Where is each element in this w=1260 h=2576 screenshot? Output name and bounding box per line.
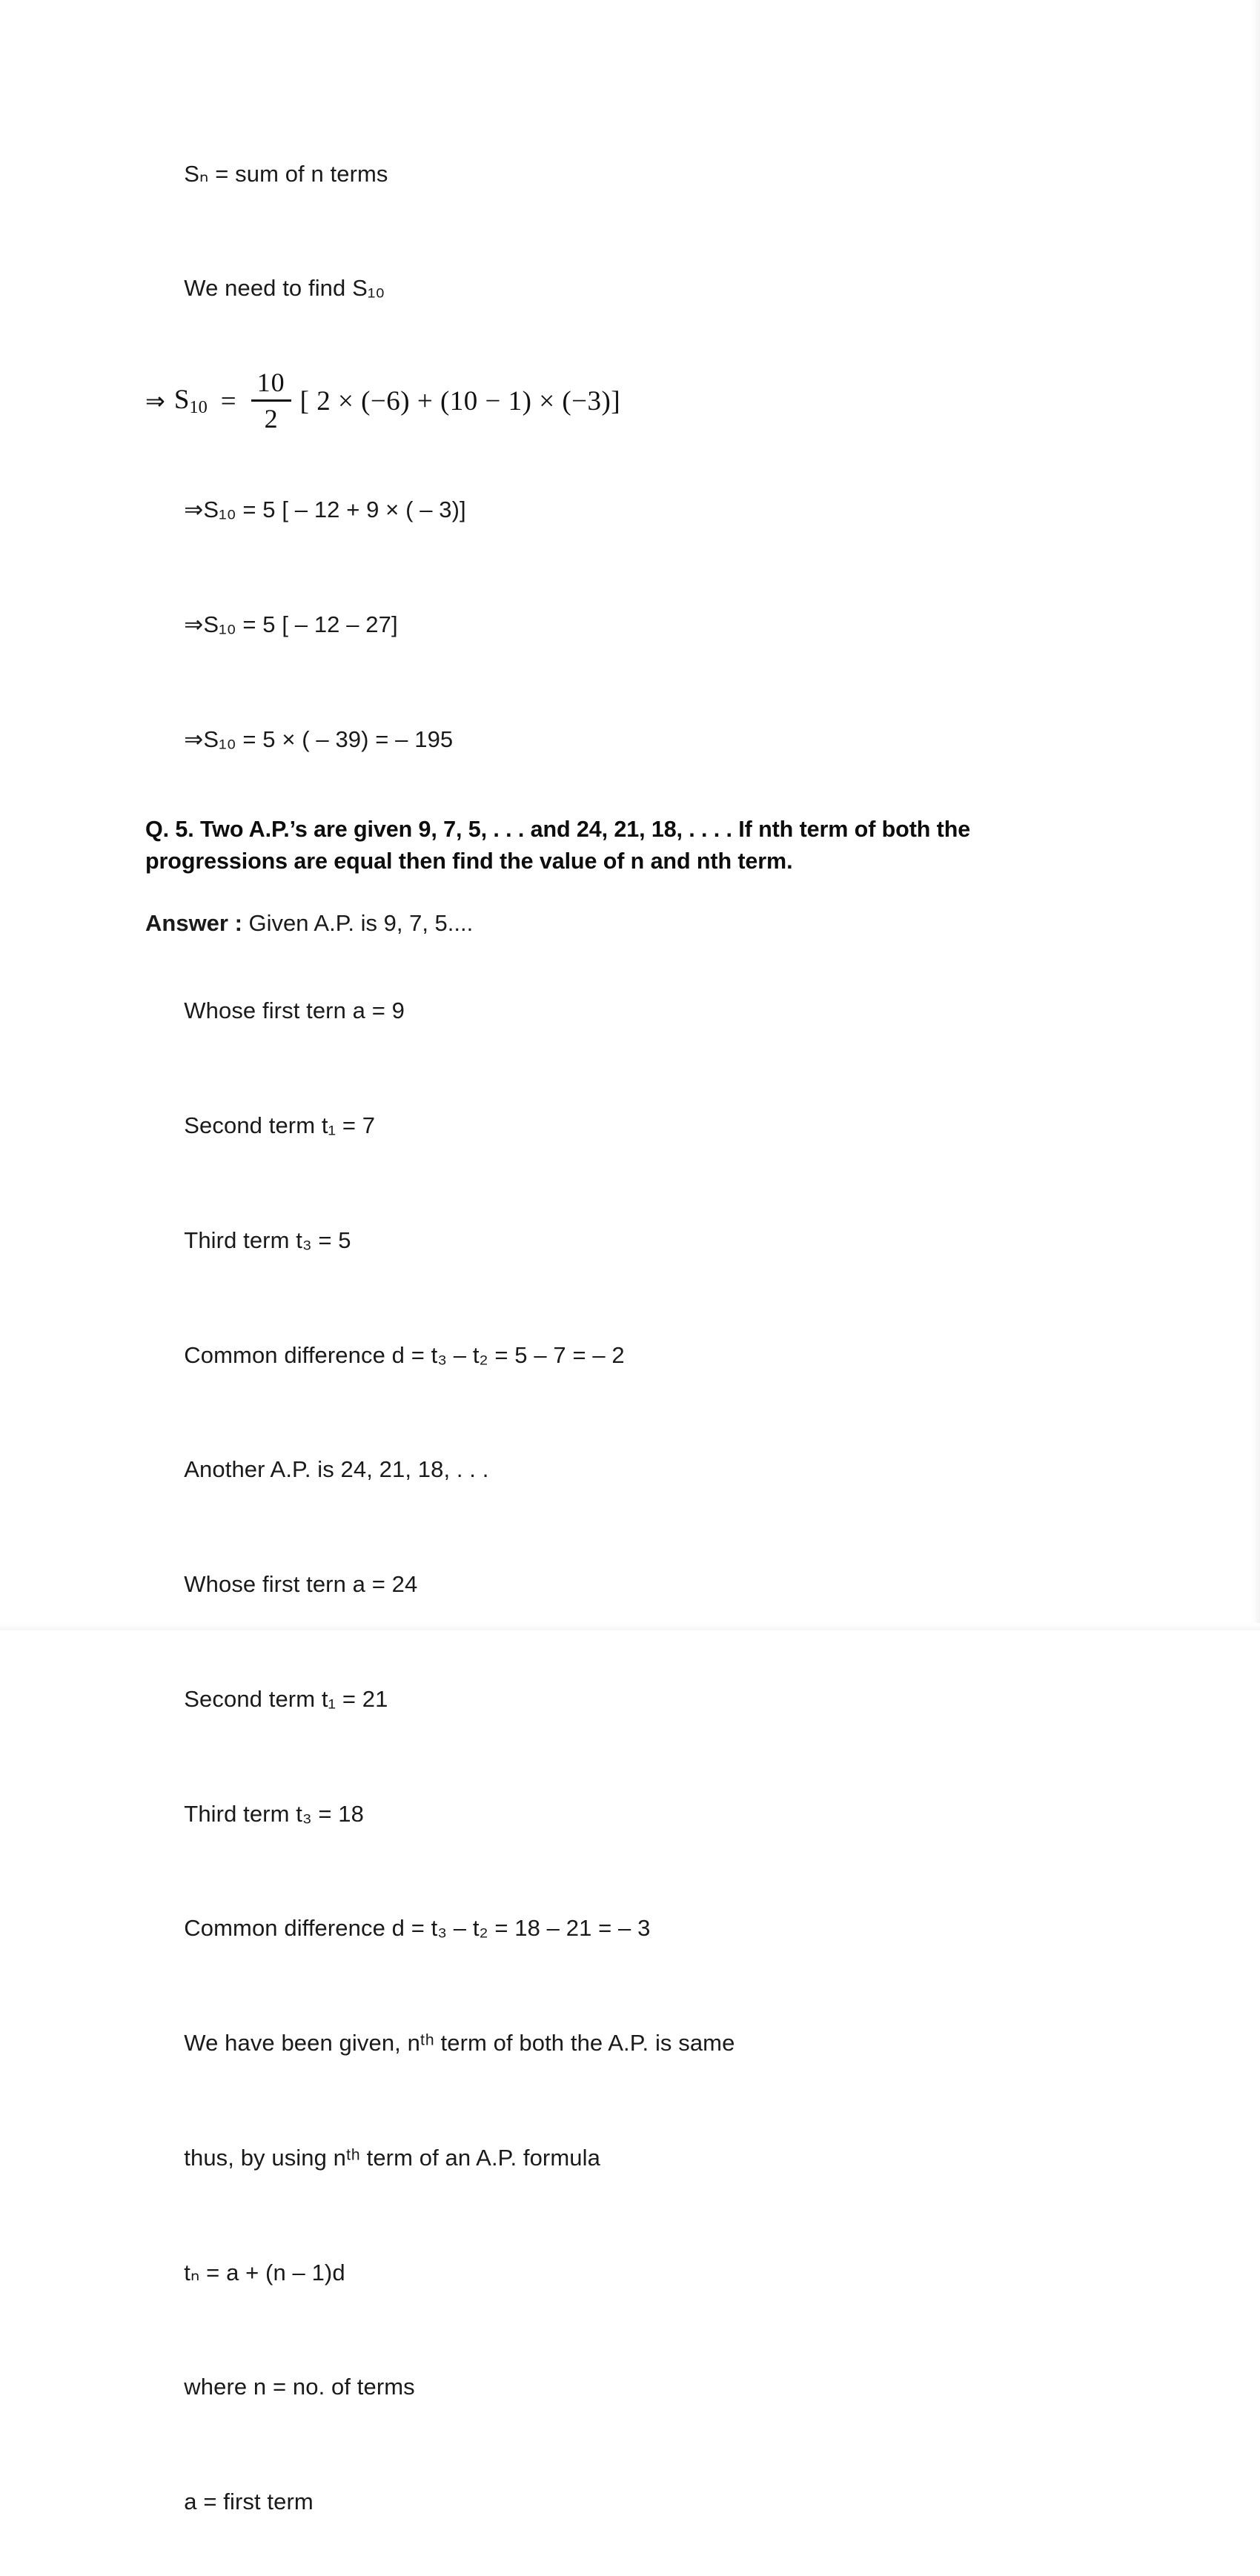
- where-n-text: where n = no. of terms: [184, 2374, 415, 2400]
- ap2-intro-line: [145, 1430, 1101, 1511]
- step-line-3: [145, 699, 1101, 780]
- where-a-text: a = first term: [184, 2488, 314, 2514]
- ap2-third-term-line: [145, 1773, 1101, 1855]
- display-equation-s10: [145, 362, 1101, 439]
- page-content: [145, 133, 1101, 2576]
- step-line-3-text: ⇒S₁₀ = 5 × ( – 39) = – 195: [184, 726, 454, 752]
- given-nth-term-text: We have been given, nᵗʰ term of both the A.P. is same: [184, 2030, 735, 2057]
- ap1-second-term-line: [145, 1086, 1101, 1167]
- need-to-find-text: We need to find S₁₀: [184, 275, 385, 302]
- ap2-third-term-text: Third term t₃ = 18: [184, 1800, 364, 1827]
- lhs-symbol-letter: S: [173, 385, 190, 416]
- nth-term-formula-text: tₙ = a + (n – 1)d: [184, 2259, 345, 2285]
- equation-lhs-symbol: [174, 384, 208, 418]
- answer-intro-line: [145, 910, 1101, 937]
- ap2-common-difference-text: Common difference d = t₃ – t₂ = 18 – 21 = – 3: [184, 1915, 651, 1942]
- fraction-denominator: 2: [264, 403, 278, 434]
- using-formula-text: thus, by using nᵗʰ term of an A.P. formula: [184, 2144, 600, 2171]
- sn-definition-text: Sₙ = sum of n terms: [184, 160, 388, 187]
- ap1-second-term-text: Second term t₁ = 7: [184, 1112, 376, 1139]
- fraction-numerator: 10: [256, 367, 285, 397]
- equation-equals-sign: =: [220, 385, 236, 416]
- ap2-second-term-line: [145, 1659, 1101, 1740]
- ap1-first-term-text: Whose first tern a = 9: [184, 997, 405, 1024]
- lhs-symbol-subscript: 10: [189, 397, 208, 418]
- step-line-2: [145, 584, 1101, 665]
- where-a-line: [145, 2461, 1101, 2543]
- step-line-1: [145, 469, 1101, 551]
- line-need-to-find: [145, 248, 1101, 330]
- question-5-heading: [145, 814, 1064, 878]
- implies-arrow-icon: ⇒: [145, 388, 165, 415]
- line-sn-definition: [145, 133, 1101, 215]
- ap2-first-term-line: [145, 1544, 1101, 1626]
- ap2-first-term-text: Whose first tern a = 24: [184, 1571, 418, 1598]
- question-5-text: Q. 5. Two A.P.’s are given 9, 7, 5, . . . and 24, 21, 18, . . . . If nth term of both the progressions are equal then find the value of n and nth term.: [145, 816, 971, 874]
- ap2-intro-text: Another A.P. is 24, 21, 18, . . .: [184, 1456, 489, 1483]
- answer-intro-text: Given A.P. is 9, 7, 5....: [248, 910, 474, 937]
- answer-label: Answer :: [145, 910, 242, 937]
- ap2-common-difference-line: [145, 1888, 1101, 1970]
- using-formula-line: [145, 2117, 1101, 2199]
- ap1-common-difference-line: [145, 1315, 1101, 1396]
- given-nth-term-line: [145, 2002, 1101, 2084]
- scan-edge-right: [1250, 0, 1260, 1630]
- nth-term-formula-line: [145, 2232, 1101, 2314]
- ap1-third-term-line: [145, 1200, 1101, 1281]
- ap1-common-difference-text: Common difference d = t₃ – t₂ = 5 – 7 = – 2: [184, 1341, 625, 1368]
- step-line-2-text: ⇒S₁₀ = 5 [ – 12 – 27]: [184, 611, 398, 637]
- ap1-first-term-line: [145, 971, 1101, 1052]
- step-line-1-text: ⇒S₁₀ = 5 [ – 12 + 9 × ( – 3)]: [184, 497, 466, 523]
- equation-bracket-expression: [ 2 × (−6) + (10 − 1) × (−3)]: [299, 385, 621, 416]
- ap1-third-term-text: Third term t₃ = 5: [184, 1226, 351, 1253]
- where-n-line: [145, 2347, 1101, 2429]
- fraction-ten-over-two: [251, 369, 291, 432]
- ap2-second-term-text: Second term t₁ = 21: [184, 1685, 388, 1712]
